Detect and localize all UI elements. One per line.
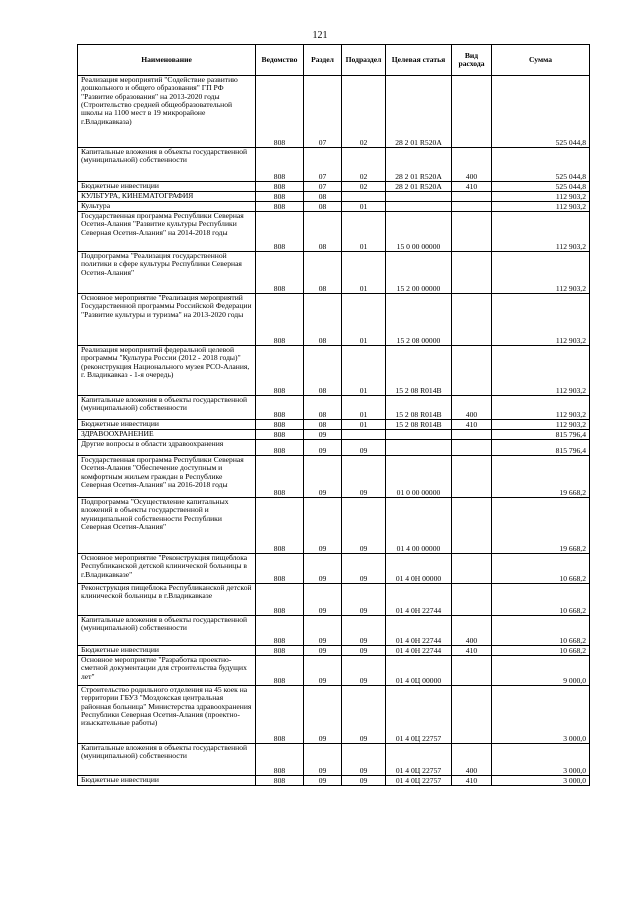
cell-ved: 808 <box>256 656 304 686</box>
cell-vid <box>452 456 492 498</box>
table-row <box>78 656 590 686</box>
cell-sum: 112 903,2 <box>492 202 590 212</box>
cell-ved: 808 <box>256 294 304 346</box>
header-name: Наименование <box>78 45 256 76</box>
cell-podr: 09 <box>342 498 386 554</box>
cell-cel <box>386 192 452 202</box>
cell-podr <box>342 430 386 440</box>
cell-name: Подпрограмма "Реализация государственной политики в сфере культуры Республики Северная Осетия-Алания" <box>78 252 256 294</box>
cell-podr: 02 <box>342 76 386 148</box>
cell-sum: 10 668,2 <box>492 584 590 616</box>
cell-name: Государственная программа Республики Северная Осетия-Алания "Обеспечение доступным и комфортным жильем граждан в Республике Северная Осетия-Алания" на 2016-2018 годы <box>78 456 256 498</box>
cell-name: Культура <box>78 202 256 212</box>
cell-vid <box>452 440 492 456</box>
cell-name: Капитальные вложения в объекты государственной (муниципальной) собственности <box>78 148 256 182</box>
cell-sum: 112 903,2 <box>492 252 590 294</box>
cell-cel: 15 2 08 R014В <box>386 420 452 430</box>
cell-ved: 808 <box>256 346 304 396</box>
cell-sum: 3 000,0 <box>492 744 590 776</box>
cell-podr: 09 <box>342 554 386 584</box>
cell-podr <box>342 192 386 202</box>
table-row <box>78 616 590 646</box>
cell-vid: 400 <box>452 148 492 182</box>
table-row <box>78 202 590 212</box>
header-vid: Вид расхода <box>452 45 492 76</box>
cell-name: ЗДРАВООХРАНЕНИЕ <box>78 430 256 440</box>
cell-razd: 07 <box>304 76 342 148</box>
cell-vid: 400 <box>452 744 492 776</box>
cell-sum: 815 796,4 <box>492 430 590 440</box>
table-row <box>78 148 590 182</box>
cell-vid <box>452 498 492 554</box>
cell-razd: 08 <box>304 420 342 430</box>
cell-vid <box>452 202 492 212</box>
cell-cel: 01 4 0Н 22744 <box>386 584 452 616</box>
cell-cel: 15 2 00 00000 <box>386 252 452 294</box>
cell-cel: 01 4 0Н 00000 <box>386 554 452 584</box>
cell-name: Реализация мероприятий федеральной целевой программы "Культура России (2012 - 2018 годы)" (реконструкция Национального музея РСО-Алания, г. Владикавказ - 1-я очередь) <box>78 346 256 396</box>
cell-vid <box>452 294 492 346</box>
cell-sum: 10 668,2 <box>492 554 590 584</box>
cell-vid: 410 <box>452 182 492 192</box>
cell-podr: 09 <box>342 440 386 456</box>
cell-name: Реализация мероприятий "Содействие развитию дошкольного и общего образования" ГП РФ "Развитие образования" на 2013-2020 годы (Строительство средней общеобразовательной школы на 1100 мест в 19 микрорайоне г.Владикавказа) <box>78 76 256 148</box>
cell-razd: 09 <box>304 498 342 554</box>
cell-razd: 09 <box>304 656 342 686</box>
cell-ved: 808 <box>256 396 304 420</box>
table-row <box>78 646 590 656</box>
cell-cel: 15 2 08 00000 <box>386 294 452 346</box>
cell-sum: 112 903,2 <box>492 192 590 202</box>
cell-sum: 112 903,2 <box>492 212 590 252</box>
table-row <box>78 252 590 294</box>
cell-name: Капитальные вложения в объекты государственной (муниципальной) собственности <box>78 744 256 776</box>
cell-cel: 15 0 00 00000 <box>386 212 452 252</box>
table-row <box>78 554 590 584</box>
cell-sum: 19 668,2 <box>492 498 590 554</box>
table-header-row <box>78 45 590 76</box>
cell-name: Капитальные вложения в объекты государственной (муниципальной) собственности <box>78 616 256 646</box>
cell-ved: 808 <box>256 744 304 776</box>
cell-name: Основное мероприятие "Разработка проектно-сметной документации для строительства будущих лет" <box>78 656 256 686</box>
cell-razd: 07 <box>304 148 342 182</box>
cell-sum: 112 903,2 <box>492 346 590 396</box>
cell-vid <box>452 430 492 440</box>
cell-podr: 01 <box>342 346 386 396</box>
cell-ved: 808 <box>256 440 304 456</box>
table-row <box>78 294 590 346</box>
cell-razd: 08 <box>304 252 342 294</box>
cell-name: Бюджетные инвестиции <box>78 420 256 430</box>
cell-sum: 9 000,0 <box>492 656 590 686</box>
table-row <box>78 498 590 554</box>
cell-sum: 3 000,0 <box>492 776 590 786</box>
cell-vid: 400 <box>452 616 492 646</box>
cell-razd: 09 <box>304 440 342 456</box>
header-ved: Ведомство <box>256 45 304 76</box>
cell-vid <box>452 76 492 148</box>
cell-ved: 808 <box>256 76 304 148</box>
table-row <box>78 440 590 456</box>
cell-sum: 525 044,8 <box>492 182 590 192</box>
cell-ved: 808 <box>256 686 304 744</box>
cell-podr: 01 <box>342 252 386 294</box>
cell-podr: 09 <box>342 584 386 616</box>
cell-cel: 01 0 00 00000 <box>386 456 452 498</box>
cell-sum: 112 903,2 <box>492 294 590 346</box>
cell-ved: 808 <box>256 456 304 498</box>
cell-ved: 808 <box>256 420 304 430</box>
cell-podr: 09 <box>342 776 386 786</box>
cell-ved: 808 <box>256 776 304 786</box>
cell-cel: 15 2 08 R014В <box>386 346 452 396</box>
cell-ved: 808 <box>256 554 304 584</box>
cell-podr: 09 <box>342 456 386 498</box>
cell-name: КУЛЬТУРА, КИНЕМАТОГРАФИЯ <box>78 192 256 202</box>
cell-name: Капитальные вложения в объекты государственной (муниципальной) собственности <box>78 396 256 420</box>
cell-cel: 01 4 0Ц 22757 <box>386 776 452 786</box>
cell-razd: 09 <box>304 616 342 646</box>
cell-podr: 01 <box>342 294 386 346</box>
cell-sum: 3 000,0 <box>492 686 590 744</box>
cell-razd: 07 <box>304 182 342 192</box>
table-row <box>78 182 590 192</box>
cell-podr: 09 <box>342 744 386 776</box>
cell-vid: 400 <box>452 396 492 420</box>
cell-vid <box>452 192 492 202</box>
header-sum: Сумма <box>492 45 590 76</box>
cell-razd: 09 <box>304 584 342 616</box>
cell-cel: 28 2 01 R520А <box>386 182 452 192</box>
cell-ved: 808 <box>256 252 304 294</box>
cell-sum: 112 903,2 <box>492 420 590 430</box>
cell-name: Бюджетные инвестиции <box>78 776 256 786</box>
cell-razd: 09 <box>304 554 342 584</box>
cell-podr: 01 <box>342 396 386 420</box>
cell-ved: 808 <box>256 148 304 182</box>
table-row <box>78 420 590 430</box>
cell-razd: 09 <box>304 686 342 744</box>
cell-vid: 410 <box>452 420 492 430</box>
table-row <box>78 76 590 148</box>
table-body <box>78 76 590 786</box>
cell-cel: 15 2 08 R014В <box>386 396 452 420</box>
cell-ved: 808 <box>256 646 304 656</box>
cell-razd: 08 <box>304 192 342 202</box>
cell-cel: 01 4 0Ц 22757 <box>386 686 452 744</box>
cell-razd: 09 <box>304 646 342 656</box>
cell-ved: 808 <box>256 430 304 440</box>
cell-cel <box>386 440 452 456</box>
cell-ved: 808 <box>256 192 304 202</box>
cell-name: Строительство родильного отделения на 45 коек на территории ГБУЗ "Моздокская центральная районная больница" Министерства здравоохранения Республики Северная Осетия-Алания (проектно-изыскательные работы) <box>78 686 256 744</box>
cell-name: Основное мероприятие "Реализация мероприятий Государственной программы Российской Федерации "Развитие культуры и туризма" на 2013-2020 годы <box>78 294 256 346</box>
cell-cel: 28 2 01 R520А <box>386 148 452 182</box>
table-row <box>78 430 590 440</box>
cell-vid <box>452 212 492 252</box>
table-row <box>78 346 590 396</box>
table-row <box>78 744 590 776</box>
cell-sum: 525 044,8 <box>492 76 590 148</box>
cell-sum: 112 903,2 <box>492 396 590 420</box>
cell-podr: 01 <box>342 202 386 212</box>
table-row <box>78 212 590 252</box>
cell-cel: 01 4 0Ц 00000 <box>386 656 452 686</box>
cell-name: Бюджетные инвестиции <box>78 646 256 656</box>
cell-sum: 19 668,2 <box>492 456 590 498</box>
cell-vid <box>452 686 492 744</box>
cell-razd: 08 <box>304 396 342 420</box>
cell-razd: 08 <box>304 212 342 252</box>
table-row <box>78 396 590 420</box>
cell-podr: 02 <box>342 182 386 192</box>
cell-ved: 808 <box>256 584 304 616</box>
cell-vid <box>452 584 492 616</box>
cell-name: Бюджетные инвестиции <box>78 182 256 192</box>
cell-razd: 09 <box>304 776 342 786</box>
cell-podr: 01 <box>342 420 386 430</box>
cell-podr: 01 <box>342 212 386 252</box>
cell-name: Реконструкция пищеблока Республиканской детской клинической больницы в г.Владикавказе <box>78 584 256 616</box>
cell-ved: 808 <box>256 498 304 554</box>
cell-sum: 10 668,2 <box>492 646 590 656</box>
cell-cel: 01 4 0Ц 22757 <box>386 744 452 776</box>
cell-name: Другие вопросы в области здравоохранения <box>78 440 256 456</box>
cell-vid <box>452 656 492 686</box>
cell-razd: 08 <box>304 294 342 346</box>
cell-vid: 410 <box>452 776 492 786</box>
cell-vid <box>452 346 492 396</box>
cell-cel: 01 4 0Н 22744 <box>386 616 452 646</box>
cell-vid <box>452 554 492 584</box>
header-razd: Раздел <box>304 45 342 76</box>
cell-ved: 808 <box>256 202 304 212</box>
cell-razd: 08 <box>304 346 342 396</box>
cell-podr: 09 <box>342 656 386 686</box>
table-row <box>78 584 590 616</box>
table-row <box>78 192 590 202</box>
header-cel: Целевая статья <box>386 45 452 76</box>
cell-podr: 09 <box>342 616 386 646</box>
cell-razd: 08 <box>304 202 342 212</box>
cell-ved: 808 <box>256 182 304 192</box>
cell-podr: 09 <box>342 646 386 656</box>
page-number: 121 <box>312 30 328 41</box>
cell-podr: 02 <box>342 148 386 182</box>
cell-podr: 09 <box>342 686 386 744</box>
cell-razd: 09 <box>304 430 342 440</box>
cell-razd: 09 <box>304 456 342 498</box>
cell-cel <box>386 430 452 440</box>
cell-cel: 01 4 0Н 22744 <box>386 646 452 656</box>
cell-cel <box>386 202 452 212</box>
cell-name: Основное мероприятие "Реконструкция пищеблока Республиканской детской клинической больницы в г.Владикавказе" <box>78 554 256 584</box>
table-row <box>78 686 590 744</box>
cell-razd: 09 <box>304 744 342 776</box>
cell-sum: 815 796,4 <box>492 440 590 456</box>
cell-name: Подпрограмма "Осуществление капитальных вложений в объекты государственной и муниципальной собственности Республики Северная Осетия-Алания" <box>78 498 256 554</box>
cell-vid: 410 <box>452 646 492 656</box>
cell-vid <box>452 252 492 294</box>
cell-cel: 28 2 01 R520А <box>386 76 452 148</box>
cell-name: Государственная программа Республики Северная Осетия-Алания "Развитие культуры Республики Северная Осетия-Алания" на 2014-2018 годы <box>78 212 256 252</box>
cell-cel: 01 4 00 00000 <box>386 498 452 554</box>
table-row <box>78 776 590 786</box>
cell-ved: 808 <box>256 212 304 252</box>
cell-sum: 10 668,2 <box>492 616 590 646</box>
cell-sum: 525 044,8 <box>492 148 590 182</box>
header-podr: Подраздел <box>342 45 386 76</box>
cell-ved: 808 <box>256 616 304 646</box>
table-row <box>78 456 590 498</box>
budget-table <box>77 44 590 786</box>
